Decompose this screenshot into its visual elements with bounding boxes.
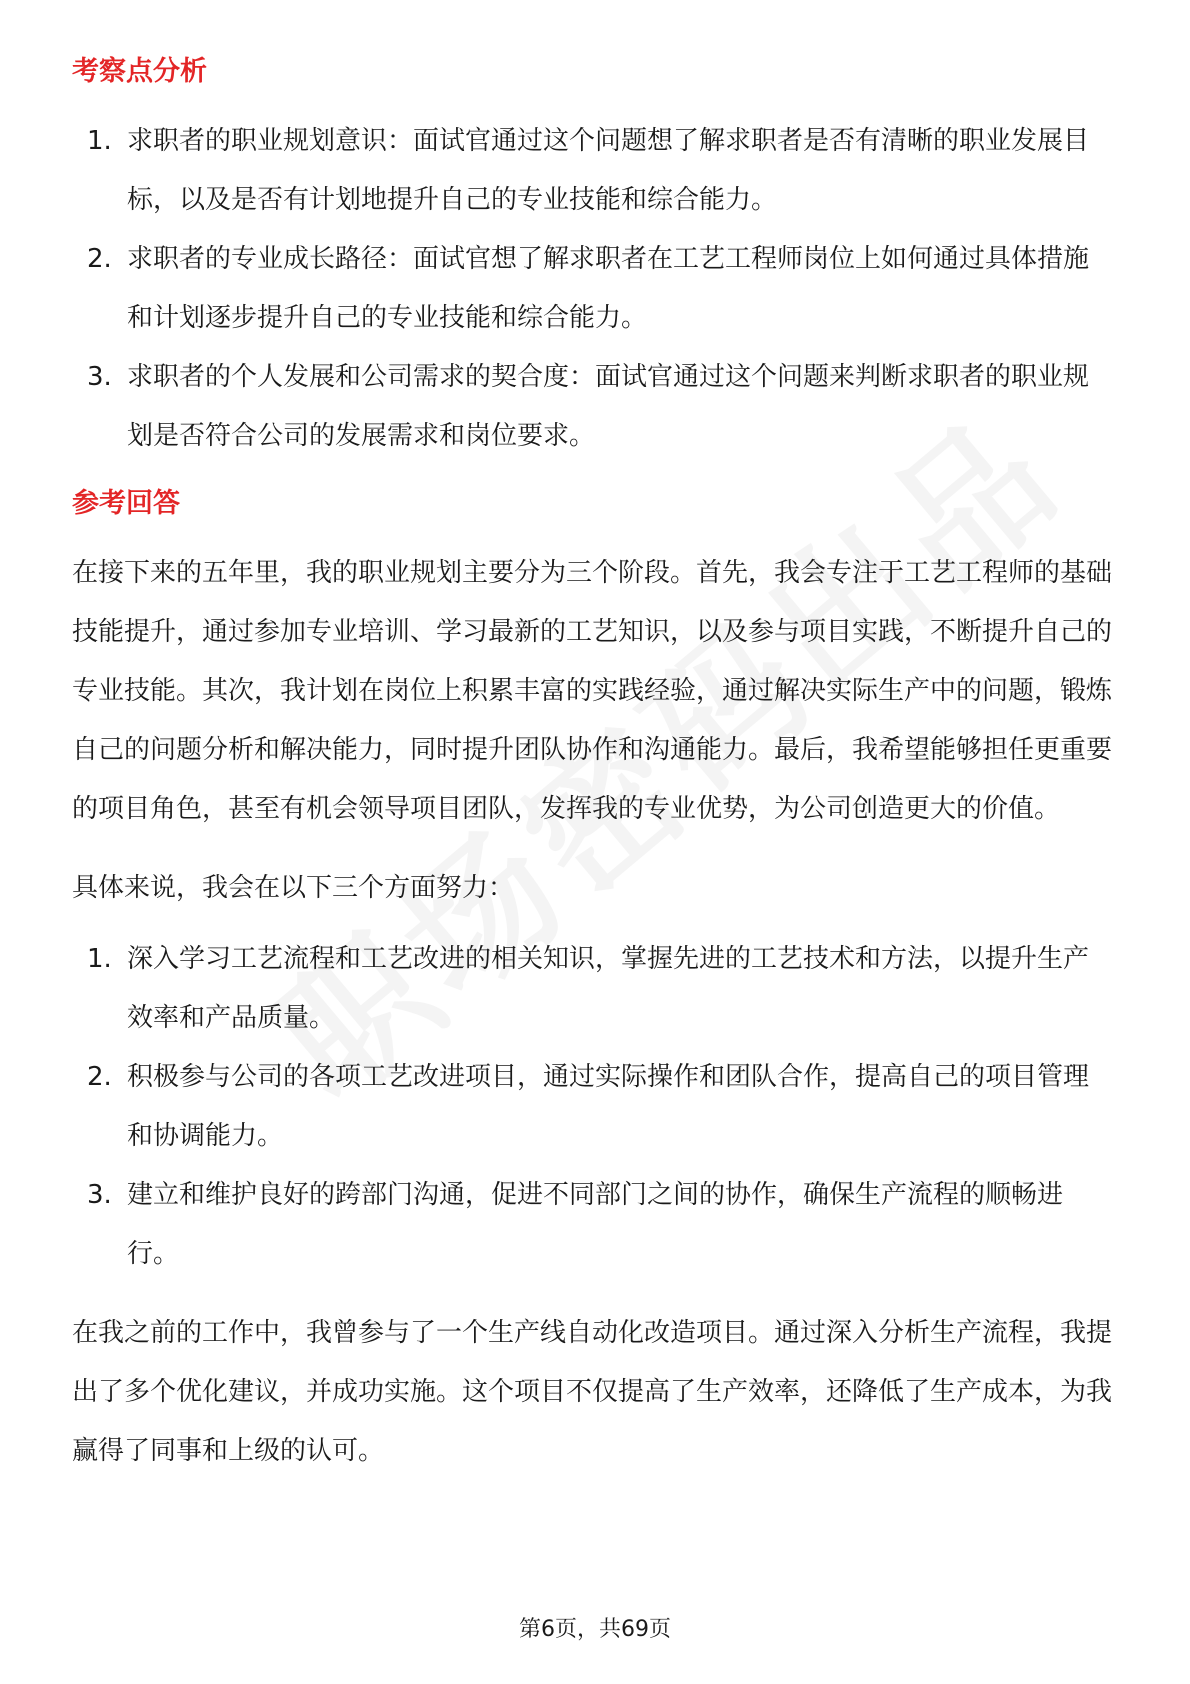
list-number: 3. xyxy=(87,1180,112,1210)
list-item-text: 求职者的职业规划意识：面试官通过这个问题想了解求职者是否有清晰的职业发展目标，以及是否有计划地提升自己的专业技能和综合能力。 xyxy=(127,126,1090,215)
list-item xyxy=(72,230,1112,348)
answer-list xyxy=(72,930,1112,1284)
list-number: 3. xyxy=(87,362,112,392)
answer-paragraph: 在接下来的五年里，我的职业规划主要分为三个阶段。首先，我会专注于工艺工程师的基础技能提升，通过参加专业培训、学习最新的工艺知识，以及参与项目实践，不断提升自己的专业技能。其次，我计划在岗位上积累丰富的实践经验，通过解决实际生产中的问题，锻炼自己的问题分析和解决能力，同时提升团队协作和沟通能力。最后，我希望能够担任更重要的项目角色，甚至有机会领导项目团队，发挥我的专业优势，为公司创造更大的价值。 xyxy=(72,558,1113,824)
list-item-text: 求职者的个人发展和公司需求的契合度：面试官通过这个问题来判断求职者的职业规划是否符合公司的发展需求和岗位要求。 xyxy=(127,362,1090,451)
list-item-text: 求职者的专业成长路径：面试官想了解求职者在工艺工程师岗位上如何通过具体措施和计划逐步提升自己的专业技能和综合能力。 xyxy=(127,244,1090,333)
list-item-text: 建立和维护良好的跨部门沟通，促进不同部门之间的协作，确保生产流程的顺畅进行。 xyxy=(127,1180,1064,1269)
answer-paragraph: 具体来说，我会在以下三个方面努力： xyxy=(72,873,515,903)
list-item xyxy=(72,930,1112,1048)
answer-heading: 参考回答 xyxy=(72,488,180,519)
list-item-text: 积极参与公司的各项工艺改进项目，通过实际操作和团队合作，提高自己的项目管理和协调能力。 xyxy=(127,1062,1090,1151)
page-number: 第6页，共69页 xyxy=(519,1617,671,1642)
document-page xyxy=(72,42,1112,1481)
list-number: 2. xyxy=(87,244,112,274)
list-item xyxy=(72,1166,1112,1284)
list-item xyxy=(72,348,1112,466)
list-item-text: 深入学习工艺流程和工艺改进的相关知识，掌握先进的工艺技术和方法，以提升生产效率和产品质量。 xyxy=(127,944,1090,1033)
list-number: 1. xyxy=(87,126,112,156)
analysis-list xyxy=(72,112,1112,466)
list-number: 2. xyxy=(87,1062,112,1092)
list-number: 1. xyxy=(87,944,112,974)
answer-paragraph: 在我之前的工作中，我曾参与了一个生产线自动化改造项目。通过深入分析生产流程，我提出了多个优化建议，并成功实施。这个项目不仅提高了生产效率，还降低了生产成本，为我赢得了同事和上级的认可。 xyxy=(72,1318,1113,1466)
list-item xyxy=(72,1048,1112,1166)
analysis-heading: 考察点分析 xyxy=(72,56,207,87)
list-item xyxy=(72,112,1112,230)
